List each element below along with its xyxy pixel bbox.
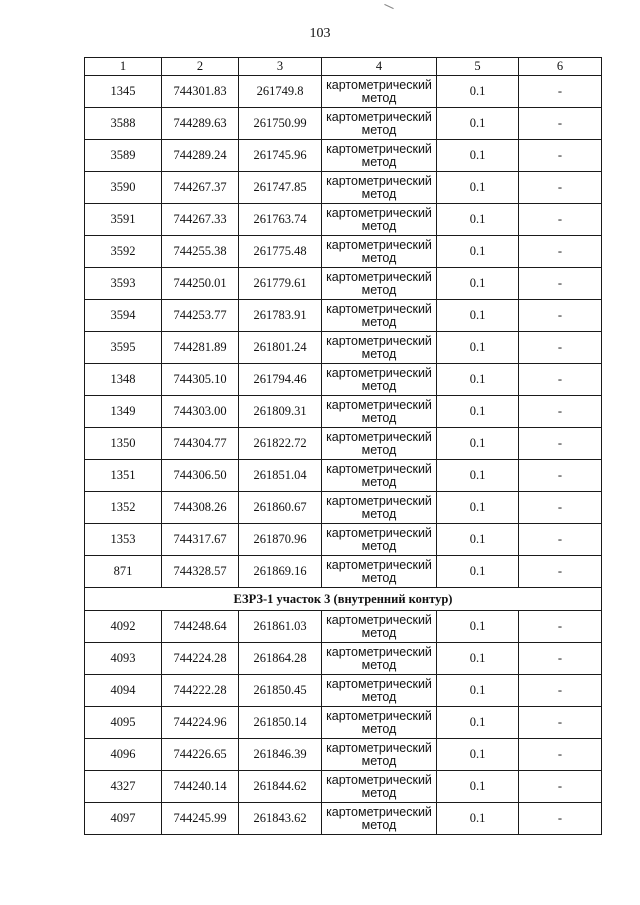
point-number-cell: 3588 bbox=[85, 108, 162, 140]
accuracy-cell: 0.1 bbox=[437, 204, 519, 236]
y-coordinate-cell: 261851.04 bbox=[239, 460, 322, 492]
page-number: 103 bbox=[309, 26, 331, 41]
point-number-cell: 1352 bbox=[85, 492, 162, 524]
accuracy-cell: 0.1 bbox=[437, 492, 519, 524]
y-coordinate-cell: 261843.62 bbox=[239, 803, 322, 835]
table-row bbox=[85, 739, 602, 771]
section-header-row bbox=[85, 588, 602, 611]
note-cell: - bbox=[519, 236, 602, 268]
method-cell bbox=[322, 396, 437, 428]
table-row bbox=[85, 428, 602, 460]
x-coordinate-cell: 744308.26 bbox=[162, 492, 239, 524]
column-header: 2 bbox=[162, 58, 239, 76]
note-cell: - bbox=[519, 76, 602, 108]
x-coordinate-cell: 744317.67 bbox=[162, 524, 239, 556]
table-row bbox=[85, 460, 602, 492]
point-number-cell: 871 bbox=[85, 556, 162, 588]
method-cell bbox=[322, 460, 437, 492]
method-text-line-1: картометрический bbox=[326, 365, 432, 380]
column-header: 5 bbox=[437, 58, 519, 76]
y-coordinate-cell: 261869.16 bbox=[239, 556, 322, 588]
method-text-line-2: метод bbox=[361, 689, 397, 704]
point-number-cell: 1350 bbox=[85, 428, 162, 460]
method-text-line-2: метод bbox=[361, 785, 397, 800]
note-cell: - bbox=[519, 300, 602, 332]
method-text-line-2: метод bbox=[361, 538, 397, 553]
table-row bbox=[85, 268, 602, 300]
x-coordinate-cell: 744240.14 bbox=[162, 771, 239, 803]
y-coordinate-cell: 261870.96 bbox=[239, 524, 322, 556]
accuracy-cell: 0.1 bbox=[437, 643, 519, 675]
point-number-cell: 4327 bbox=[85, 771, 162, 803]
point-number-cell: 1349 bbox=[85, 396, 162, 428]
table-row bbox=[85, 140, 602, 172]
note-cell: - bbox=[519, 707, 602, 739]
y-coordinate-cell: 261779.61 bbox=[239, 268, 322, 300]
point-number-cell: 4097 bbox=[85, 803, 162, 835]
note-cell: - bbox=[519, 492, 602, 524]
method-text-line-2: метод bbox=[361, 657, 397, 672]
column-header: 6 bbox=[519, 58, 602, 76]
method-text-line-1: картометрический bbox=[326, 77, 432, 92]
point-number-cell: 3592 bbox=[85, 236, 162, 268]
point-number-cell: 4092 bbox=[85, 611, 162, 643]
table-row bbox=[85, 108, 602, 140]
point-number-cell: 1345 bbox=[85, 76, 162, 108]
accuracy-cell: 0.1 bbox=[437, 300, 519, 332]
note-cell: - bbox=[519, 428, 602, 460]
note-cell: - bbox=[519, 460, 602, 492]
y-coordinate-cell: 261783.91 bbox=[239, 300, 322, 332]
x-coordinate-cell: 744289.24 bbox=[162, 140, 239, 172]
method-text-line-1: картометрический bbox=[326, 429, 432, 444]
method-text-line-1: картометрический bbox=[326, 644, 432, 659]
accuracy-cell: 0.1 bbox=[437, 268, 519, 300]
note-cell: - bbox=[519, 332, 602, 364]
accuracy-cell: 0.1 bbox=[437, 76, 519, 108]
y-coordinate-cell: 261801.24 bbox=[239, 332, 322, 364]
method-text-line-1: картометрический bbox=[326, 205, 432, 220]
method-text-line-2: метод bbox=[361, 570, 397, 585]
method-cell bbox=[322, 428, 437, 460]
method-text-line-1: картометрический bbox=[326, 461, 432, 476]
method-cell bbox=[322, 236, 437, 268]
method-text-line-2: метод bbox=[361, 410, 397, 425]
point-number-cell: 3594 bbox=[85, 300, 162, 332]
x-coordinate-cell: 744248.64 bbox=[162, 611, 239, 643]
x-coordinate-cell: 744328.57 bbox=[162, 556, 239, 588]
accuracy-cell: 0.1 bbox=[437, 803, 519, 835]
method-cell bbox=[322, 140, 437, 172]
table-row bbox=[85, 492, 602, 524]
method-cell bbox=[322, 803, 437, 835]
method-text-line-1: картометрический bbox=[326, 237, 432, 252]
method-text-line-1: картометрический bbox=[326, 269, 432, 284]
y-coordinate-cell: 261745.96 bbox=[239, 140, 322, 172]
method-text-line-1: картометрический bbox=[326, 173, 432, 188]
accuracy-cell: 0.1 bbox=[437, 172, 519, 204]
x-coordinate-cell: 744267.33 bbox=[162, 204, 239, 236]
accuracy-cell: 0.1 bbox=[437, 611, 519, 643]
method-cell bbox=[322, 332, 437, 364]
table-row bbox=[85, 771, 602, 803]
y-coordinate-cell: 261775.48 bbox=[239, 236, 322, 268]
accuracy-cell: 0.1 bbox=[437, 675, 519, 707]
note-cell: - bbox=[519, 172, 602, 204]
scan-artifact bbox=[384, 4, 393, 9]
note-cell: - bbox=[519, 739, 602, 771]
y-coordinate-cell: 261850.14 bbox=[239, 707, 322, 739]
point-number-cell: 4093 bbox=[85, 643, 162, 675]
accuracy-cell: 0.1 bbox=[437, 108, 519, 140]
method-text-line-2: метод bbox=[361, 250, 397, 265]
point-number-cell: 4094 bbox=[85, 675, 162, 707]
x-coordinate-cell: 744253.77 bbox=[162, 300, 239, 332]
accuracy-cell: 0.1 bbox=[437, 140, 519, 172]
accuracy-cell: 0.1 bbox=[437, 707, 519, 739]
table-row bbox=[85, 236, 602, 268]
method-cell bbox=[322, 739, 437, 771]
note-cell: - bbox=[519, 556, 602, 588]
point-number-cell: 3595 bbox=[85, 332, 162, 364]
x-coordinate-cell: 744281.89 bbox=[162, 332, 239, 364]
accuracy-cell: 0.1 bbox=[437, 556, 519, 588]
y-coordinate-cell: 261749.8 bbox=[239, 76, 322, 108]
point-number-cell: 3591 bbox=[85, 204, 162, 236]
y-coordinate-cell: 261861.03 bbox=[239, 611, 322, 643]
y-coordinate-cell: 261846.39 bbox=[239, 739, 322, 771]
point-number-cell: 1348 bbox=[85, 364, 162, 396]
accuracy-cell: 0.1 bbox=[437, 332, 519, 364]
point-number-cell: 4096 bbox=[85, 739, 162, 771]
note-cell: - bbox=[519, 803, 602, 835]
method-text-line-2: метод bbox=[361, 506, 397, 521]
table-row bbox=[85, 803, 602, 835]
y-coordinate-cell: 261850.45 bbox=[239, 675, 322, 707]
method-cell bbox=[322, 675, 437, 707]
x-coordinate-cell: 744250.01 bbox=[162, 268, 239, 300]
method-text-line-2: метод bbox=[361, 282, 397, 297]
point-number-cell: 3590 bbox=[85, 172, 162, 204]
note-cell: - bbox=[519, 364, 602, 396]
point-number-cell: 4095 bbox=[85, 707, 162, 739]
table-row bbox=[85, 172, 602, 204]
method-cell bbox=[322, 707, 437, 739]
y-coordinate-cell: 261822.72 bbox=[239, 428, 322, 460]
method-text-line-2: метод bbox=[361, 314, 397, 329]
y-coordinate-cell: 261750.99 bbox=[239, 108, 322, 140]
table-row bbox=[85, 556, 602, 588]
note-cell: - bbox=[519, 675, 602, 707]
table-row bbox=[85, 675, 602, 707]
method-text-line-1: картометрический bbox=[326, 612, 432, 627]
accuracy-cell: 0.1 bbox=[437, 524, 519, 556]
method-text-line-1: картометрический bbox=[326, 333, 432, 348]
x-coordinate-cell: 744226.65 bbox=[162, 739, 239, 771]
accuracy-cell: 0.1 bbox=[437, 739, 519, 771]
column-header: 3 bbox=[239, 58, 322, 76]
note-cell: - bbox=[519, 611, 602, 643]
coordinates-table bbox=[84, 57, 602, 835]
column-header: 1 bbox=[85, 58, 162, 76]
x-coordinate-cell: 744267.37 bbox=[162, 172, 239, 204]
method-text-line-1: картометрический bbox=[326, 772, 432, 787]
accuracy-cell: 0.1 bbox=[437, 364, 519, 396]
point-number-cell: 1351 bbox=[85, 460, 162, 492]
method-cell bbox=[322, 172, 437, 204]
method-cell bbox=[322, 268, 437, 300]
method-cell bbox=[322, 771, 437, 803]
accuracy-cell: 0.1 bbox=[437, 460, 519, 492]
note-cell: - bbox=[519, 140, 602, 172]
accuracy-cell: 0.1 bbox=[437, 771, 519, 803]
method-text-line-1: картометрический bbox=[326, 708, 432, 723]
method-cell bbox=[322, 492, 437, 524]
y-coordinate-cell: 261747.85 bbox=[239, 172, 322, 204]
method-text-line-2: метод bbox=[361, 90, 397, 105]
note-cell: - bbox=[519, 643, 602, 675]
method-text-line-2: метод bbox=[361, 122, 397, 137]
method-text-line-1: картометрический bbox=[326, 676, 432, 691]
method-text-line-2: метод bbox=[361, 817, 397, 832]
y-coordinate-cell: 261844.62 bbox=[239, 771, 322, 803]
method-text-line-1: картометрический bbox=[326, 397, 432, 412]
method-cell bbox=[322, 204, 437, 236]
method-text-line-2: метод bbox=[361, 154, 397, 169]
x-coordinate-cell: 744255.38 bbox=[162, 236, 239, 268]
note-cell: - bbox=[519, 108, 602, 140]
table-row bbox=[85, 76, 602, 108]
table-row bbox=[85, 204, 602, 236]
method-text-line-1: картометрический bbox=[326, 493, 432, 508]
method-text-line-2: метод bbox=[361, 378, 397, 393]
point-number-cell: 3593 bbox=[85, 268, 162, 300]
table-row bbox=[85, 332, 602, 364]
method-cell bbox=[322, 108, 437, 140]
y-coordinate-cell: 261864.28 bbox=[239, 643, 322, 675]
x-coordinate-cell: 744289.63 bbox=[162, 108, 239, 140]
table-row bbox=[85, 707, 602, 739]
table-header-row bbox=[85, 58, 602, 76]
column-header: 4 bbox=[322, 58, 437, 76]
accuracy-cell: 0.1 bbox=[437, 236, 519, 268]
x-coordinate-cell: 744222.28 bbox=[162, 675, 239, 707]
note-cell: - bbox=[519, 524, 602, 556]
y-coordinate-cell: 261860.67 bbox=[239, 492, 322, 524]
y-coordinate-cell: 261763.74 bbox=[239, 204, 322, 236]
coordinates-table-body bbox=[85, 58, 602, 835]
table-row bbox=[85, 611, 602, 643]
method-text-line-2: метод bbox=[361, 474, 397, 489]
point-number-cell: 1353 bbox=[85, 524, 162, 556]
method-text-line-2: метод bbox=[361, 218, 397, 233]
table-row bbox=[85, 396, 602, 428]
x-coordinate-cell: 744224.96 bbox=[162, 707, 239, 739]
method-text-line-2: метод bbox=[361, 721, 397, 736]
method-cell bbox=[322, 364, 437, 396]
note-cell: - bbox=[519, 268, 602, 300]
note-cell: - bbox=[519, 396, 602, 428]
y-coordinate-cell: 261809.31 bbox=[239, 396, 322, 428]
method-cell bbox=[322, 300, 437, 332]
x-coordinate-cell: 744305.10 bbox=[162, 364, 239, 396]
x-coordinate-cell: 744306.50 bbox=[162, 460, 239, 492]
note-cell: - bbox=[519, 771, 602, 803]
method-text-line-1: картометрический bbox=[326, 557, 432, 572]
method-cell bbox=[322, 76, 437, 108]
x-coordinate-cell: 744224.28 bbox=[162, 643, 239, 675]
method-text-line-2: метод bbox=[361, 186, 397, 201]
method-text-line-1: картометрический bbox=[326, 740, 432, 755]
method-text-line-1: картометрический bbox=[326, 141, 432, 156]
method-text-line-2: метод bbox=[361, 753, 397, 768]
point-number-cell: 3589 bbox=[85, 140, 162, 172]
x-coordinate-cell: 744301.83 bbox=[162, 76, 239, 108]
x-coordinate-cell: 744245.99 bbox=[162, 803, 239, 835]
method-text-line-1: картометрический bbox=[326, 804, 432, 819]
method-text-line-1: картометрический bbox=[326, 301, 432, 316]
note-cell: - bbox=[519, 204, 602, 236]
x-coordinate-cell: 744303.00 bbox=[162, 396, 239, 428]
method-cell bbox=[322, 611, 437, 643]
method-text-line-2: метод bbox=[361, 625, 397, 640]
x-coordinate-cell: 744304.77 bbox=[162, 428, 239, 460]
table-row bbox=[85, 643, 602, 675]
method-cell bbox=[322, 643, 437, 675]
accuracy-cell: 0.1 bbox=[437, 428, 519, 460]
table-row bbox=[85, 364, 602, 396]
method-text-line-2: метод bbox=[361, 442, 397, 457]
method-cell bbox=[322, 556, 437, 588]
method-cell bbox=[322, 524, 437, 556]
table-row bbox=[85, 524, 602, 556]
method-text-line-1: картометрический bbox=[326, 525, 432, 540]
method-text-line-2: метод bbox=[361, 346, 397, 361]
accuracy-cell: 0.1 bbox=[437, 396, 519, 428]
y-coordinate-cell: 261794.46 bbox=[239, 364, 322, 396]
table-row bbox=[85, 300, 602, 332]
method-text-line-1: картометрический bbox=[326, 109, 432, 124]
section-title: ЕЗРЗ-1 участок 3 (внутренний контур) bbox=[85, 588, 602, 611]
